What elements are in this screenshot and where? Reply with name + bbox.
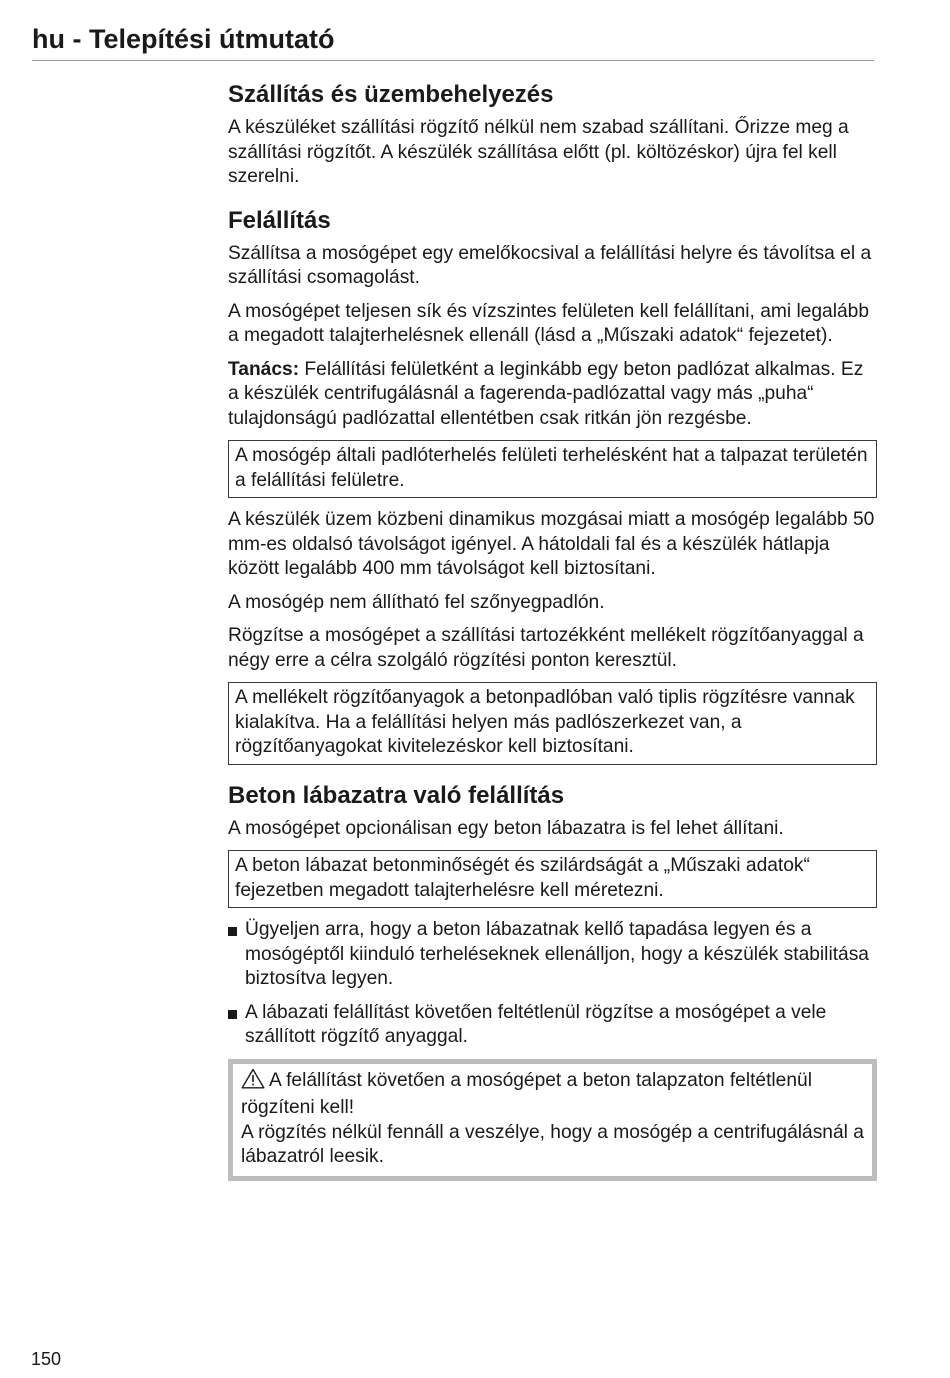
section-installation bbox=[228, 206, 877, 765]
paragraph: Szállítsa a mosógépet egy emelőkocsival a felállítási helyre és távolítsa el a szállítási csomagolást. bbox=[228, 242, 872, 288]
warning-detail: A rögzítés nélkül fennáll a veszélye, hogy a mosógép a centrifugálásnál a lábazatról leesik. bbox=[241, 1121, 864, 1167]
section-heading: Szállítás és üzembehelyezés bbox=[228, 81, 554, 108]
paragraph: A mosógépet teljesen sík és vízszintes felületen kell felállítani, ami legalább a megadott talajterhelésnek ellenáll (lásd a „Műszaki adatok“ fejezetet). bbox=[228, 300, 870, 346]
note-box: A mosógép általi padlóterhelés felületi terhelésként hat a talpazat területén a felállítási felületre. bbox=[228, 440, 877, 498]
page-header-title: hu - Telepítési útmutató bbox=[32, 22, 874, 61]
page-number: 150 bbox=[31, 1349, 62, 1369]
section-heading: Felállítás bbox=[228, 206, 331, 234]
tip-paragraph bbox=[228, 358, 877, 432]
list-item-text: A lábazati felállítást követően feltétlenül rögzítse a mosógépet a vele szállított rögzítő anyaggal. bbox=[245, 1001, 827, 1047]
square-bullet-icon bbox=[228, 927, 237, 936]
warning-triangle-icon bbox=[241, 1068, 265, 1097]
paragraph: A készülék üzem közbeni dinamikus mozgásai miatt a mosógép legalább 50 mm-es oldalsó távolságot igényel. A hátoldali fal és a készülék hátlapja között legalább 400 mm távolságot kell biztosítani. bbox=[228, 509, 875, 579]
section-heading: Beton lábazatra való felállítás bbox=[228, 781, 565, 809]
bullet-list bbox=[228, 918, 877, 1050]
warning-box bbox=[228, 1059, 877, 1181]
paragraph: A mosógép nem állítható fel szőnyegpadlón. bbox=[228, 591, 605, 613]
note-box: A mellékelt rögzítőanyagok a betonpadlóban való tiplis rögzítésre vannak kialakítva. Ha a felállítási helyen más padlószerkezet van, a rögzítőanyagokat kivitelezéskor kell biztosítani. bbox=[228, 682, 877, 765]
section-transport bbox=[228, 80, 877, 190]
list-item bbox=[228, 918, 877, 992]
list-item bbox=[228, 1001, 877, 1050]
tip-label: Tanács: bbox=[228, 358, 300, 380]
tip-text: Felállítási felületként a leginkább egy beton padlózat alkalmas. Ez a készülék centrifugálásnál a fagerenda-padlózattal vagy más „puha“ tulajdonságú padlózattal ellentétben csak ritkán jön rezgésbe. bbox=[228, 358, 864, 429]
warning-line bbox=[241, 1068, 864, 1121]
square-bullet-icon bbox=[228, 1010, 237, 1019]
note-box: A beton lábazat betonminőségét és szilárdságát a „Műszaki adatok“ fejezetben megadott talajterhelésre kell méretezni. bbox=[228, 850, 877, 908]
main-content bbox=[228, 80, 877, 1197]
section-concrete-base bbox=[228, 781, 877, 1181]
paragraph: Rögzítse a mosógépet a szállítási tartozékként mellékelt rögzítőanyaggal a négy erre a célra szolgáló rögzítési ponton keresztül. bbox=[228, 625, 864, 671]
paragraph: A készüléket szállítási rögzítő nélkül nem szabad szállítani. Őrizze meg a szállítási rögzítőt. A készülék szállítása előtt (pl. költözéskor) újra fel kell szerelni. bbox=[228, 117, 849, 187]
list-item-text: Ügyeljen arra, hogy a beton lábazatnak kellő tapadása legyen és a mosógéptől kiinduló terheléseknek ellenálljon, hogy a készülék stabilitása biztosítva legyen. bbox=[245, 919, 869, 989]
warning-text: A felállítást követően a mosógépet a beton talapzaton feltétlenül rögzíteni kell! bbox=[241, 1069, 812, 1118]
paragraph: A mosógépet opcionálisan egy beton lábazatra is fel lehet állítani. bbox=[228, 817, 784, 839]
